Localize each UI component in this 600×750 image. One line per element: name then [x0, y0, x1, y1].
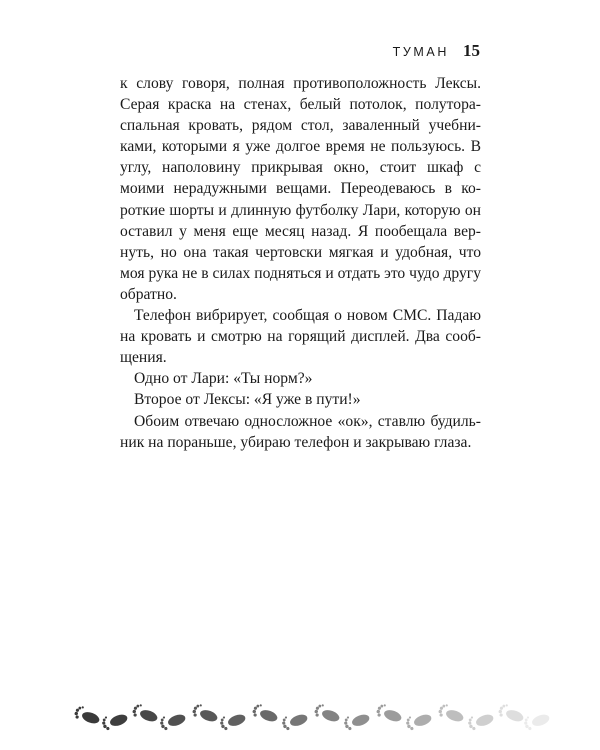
paragraph: Обоим отвечаю односложное «ок», ставлю будильник на пораньше, убираю телефон и закрываю глаза. — [120, 412, 481, 451]
paragraph: Второе от Лексы: «Я уже в пути!» — [134, 391, 361, 409]
paragraph: к слову говоря, полная противоположность Лексы. Серая краска на стенах, белый потолок, полутораспальная кровать, рядом стол, заваленный учебниками, которыми я уже долгое время не пользуюсь. В углу, наполовину прикрывая окно, стоит шкаф с моими нерадужными вещами. Переодеваюсь в короткие шорты и длинную футболку Лари, которую он оставил у меня еще месяц назад. Я пообещала вернуть, но она такая чертовски мягкая и удобная, что моя рука не в силах подняться и отдать это чудо другу обратно. — [120, 75, 481, 303]
footprints-icon — [70, 700, 550, 736]
footprint-trail — [73, 702, 550, 731]
body-text — [120, 73, 481, 453]
paragraph: Одно от Лари: «Ты норм?» — [134, 370, 313, 388]
paragraph: Телефон вибрирует, сообщая о новом СМС. Падаю на кровать и смотрю на горящий дисплей. Два сообщения. — [120, 307, 481, 367]
page-number: 15 — [463, 41, 480, 60]
running-head — [393, 41, 480, 61]
chapter-title: ТУМАН — [392, 45, 449, 59]
